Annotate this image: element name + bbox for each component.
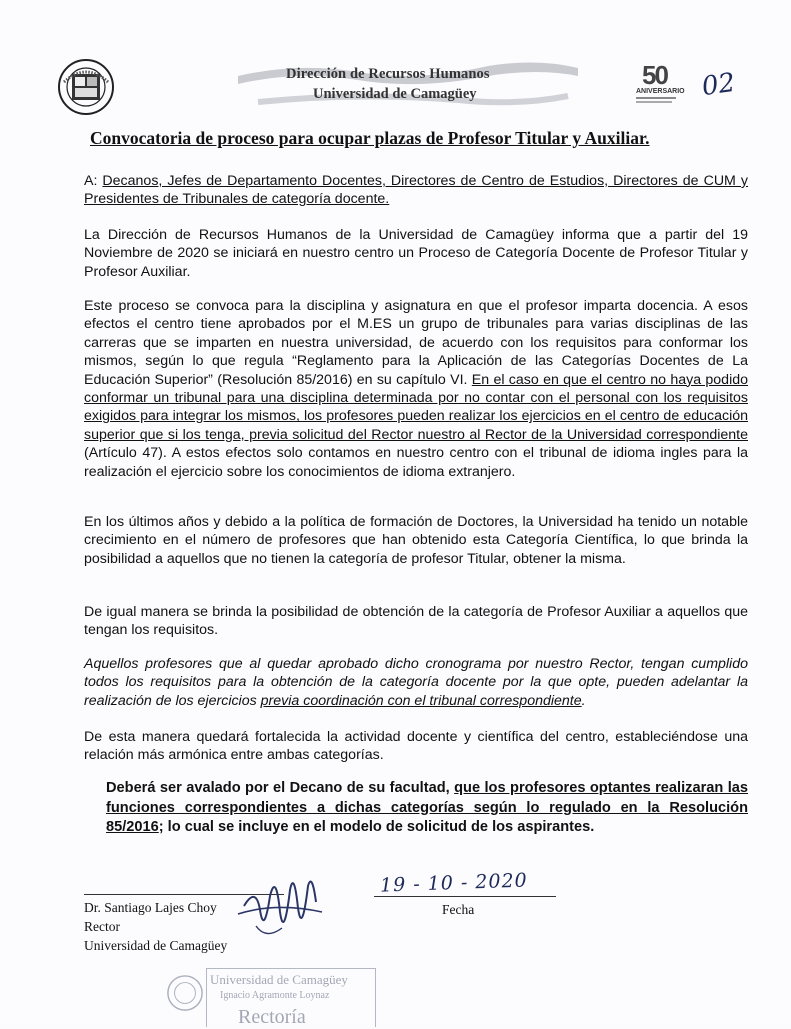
- paragraph-2-start: Este proceso se convoca para la disciplina y asignatura en que el profesor imparta docencia. A esos efectos el centro tiene aprobados por el M.ES un grupo de tribunales para varias disciplinas de las carreras que se imparten en nuestra universidad, de acuerdo con los requisitos para conformar los mismos, según lo que regula “Reglamento para la Aplicación de las Categorías Docentes de La Educación Superior” (Resolución 85/2016) en su capítulo VI.: [84, 298, 748, 388]
- signature-block: [84, 898, 227, 955]
- paragraph-2-underlined: En el caso en que el centro no haya podido conformar un tribunal para una disciplina determinada por no contar con el personal con los requisitos exigidos para integrar los mismos, los profesores pueden realizar los ejercicios en el centro de educación superior que si los tenga, previa solicitud del Rector nuestro al Rector de la Universidad correspondiente: [84, 371, 748, 443]
- addressee-text: Decanos, Jefes de Departamento Docentes, Directores de Centro de Estudios, Directores de CUM y Presidentes de Tribunales de categoría docente.: [84, 173, 748, 208]
- date-label: Fecha: [442, 902, 475, 917]
- paragraph-4: De igual manera se brinda la posibilidad de obtención de la categoría de Profesor Auxiliar a aquellos que tengan los requisitos.: [84, 604, 748, 639]
- stamp-seal-icon: [166, 974, 204, 1012]
- signer-institution: Universidad de Camagüey: [84, 938, 228, 953]
- paragraph-7: [106, 779, 748, 838]
- paragraph-1: La Dirección de Recursos Humanos de la Universidad de Camagüey informa que a partir del 19 Noviembre de 2020 se iniciará en nuestro centro un Proceso de Categoría Docente de Profesor Titular y Profesor Auxiliar.: [84, 227, 748, 280]
- paragraph-5-underlined: previa coordinación con el tribunal correspondiente: [260, 692, 582, 709]
- anniversary-logo: [634, 60, 694, 110]
- signer-name: Dr. Santiago Lajes Choy: [84, 900, 217, 915]
- paragraph-5-start: Aquellos profesores que al quedar aprobado dicho cronograma por nuestro Rector, tengan cumplido todos los requisitos para la obtención de la categoría docente por la que opte, pueden adelantar la realización de los ejercicios: [84, 656, 748, 709]
- header-line-1: Dirección de Recursos Humanos: [286, 66, 490, 82]
- handwritten-mark: 02: [700, 67, 738, 103]
- paragraph-6: De esta manera quedará fortalecida la actividad docente y científica del centro, estableciéndose una relación más armónica entre ambas categorías.: [84, 729, 748, 764]
- paragraph-7-end: ; lo cual se incluye en el modelo de solicitud de los aspirantes.: [158, 819, 595, 835]
- anniversary-label: ANIVERSARIO: [636, 88, 685, 95]
- anniversary-number: 50: [642, 60, 667, 90]
- addressee-prefix: A:: [84, 173, 98, 189]
- stamp-line-1: Universidad de Camagüey: [210, 972, 348, 987]
- handwritten-signature: [236, 866, 326, 946]
- stamp-line-2: Ignacio Agramonte Loynaz: [220, 990, 330, 1001]
- header-line-2: Universidad de Camagüey: [313, 86, 477, 102]
- addressee: [84, 172, 748, 209]
- document-title: Convocatoria de proceso para ocupar plazas de Profesor Titular y Auxiliar.: [90, 128, 650, 148]
- paragraph-7-underlined: que los profesores optantes realizaran las funciones correspondientes a dichas categorías según lo regulado en la Resolución 85/2016: [106, 780, 748, 835]
- handwritten-date: 19 - 10 - 2020: [379, 869, 529, 897]
- paragraph-2: [84, 297, 748, 481]
- paragraph-5-end: .: [581, 692, 586, 709]
- university-seal-icon: [56, 58, 116, 116]
- paragraph-3: En los últimos años y debido a la política de formación de Doctores, la Universidad ha tenido un notable crecimiento en el número de profesores que han obtenido esta Categoría Científica, lo que brinda la posibilidad a aquellos que no tienen la categoría de profesor Titular, obtener la misma.: [84, 514, 748, 567]
- paragraph-5: [84, 655, 748, 710]
- rectory-stamp: [166, 968, 376, 1028]
- signer-role: Rector: [84, 919, 120, 934]
- stamp-line-3: Rectoría: [238, 1006, 306, 1028]
- paragraph-7-start: Deberá ser avalado por el Decano de su facultad,: [106, 780, 455, 796]
- paragraph-2-end: (Artículo 47). A estos efectos solo contamos en nuestro centro con el tribunal de idioma ingles para la realización el ejercicio sobre los conocimientos de idioma extranjero.: [84, 445, 748, 480]
- date-line: [374, 896, 556, 897]
